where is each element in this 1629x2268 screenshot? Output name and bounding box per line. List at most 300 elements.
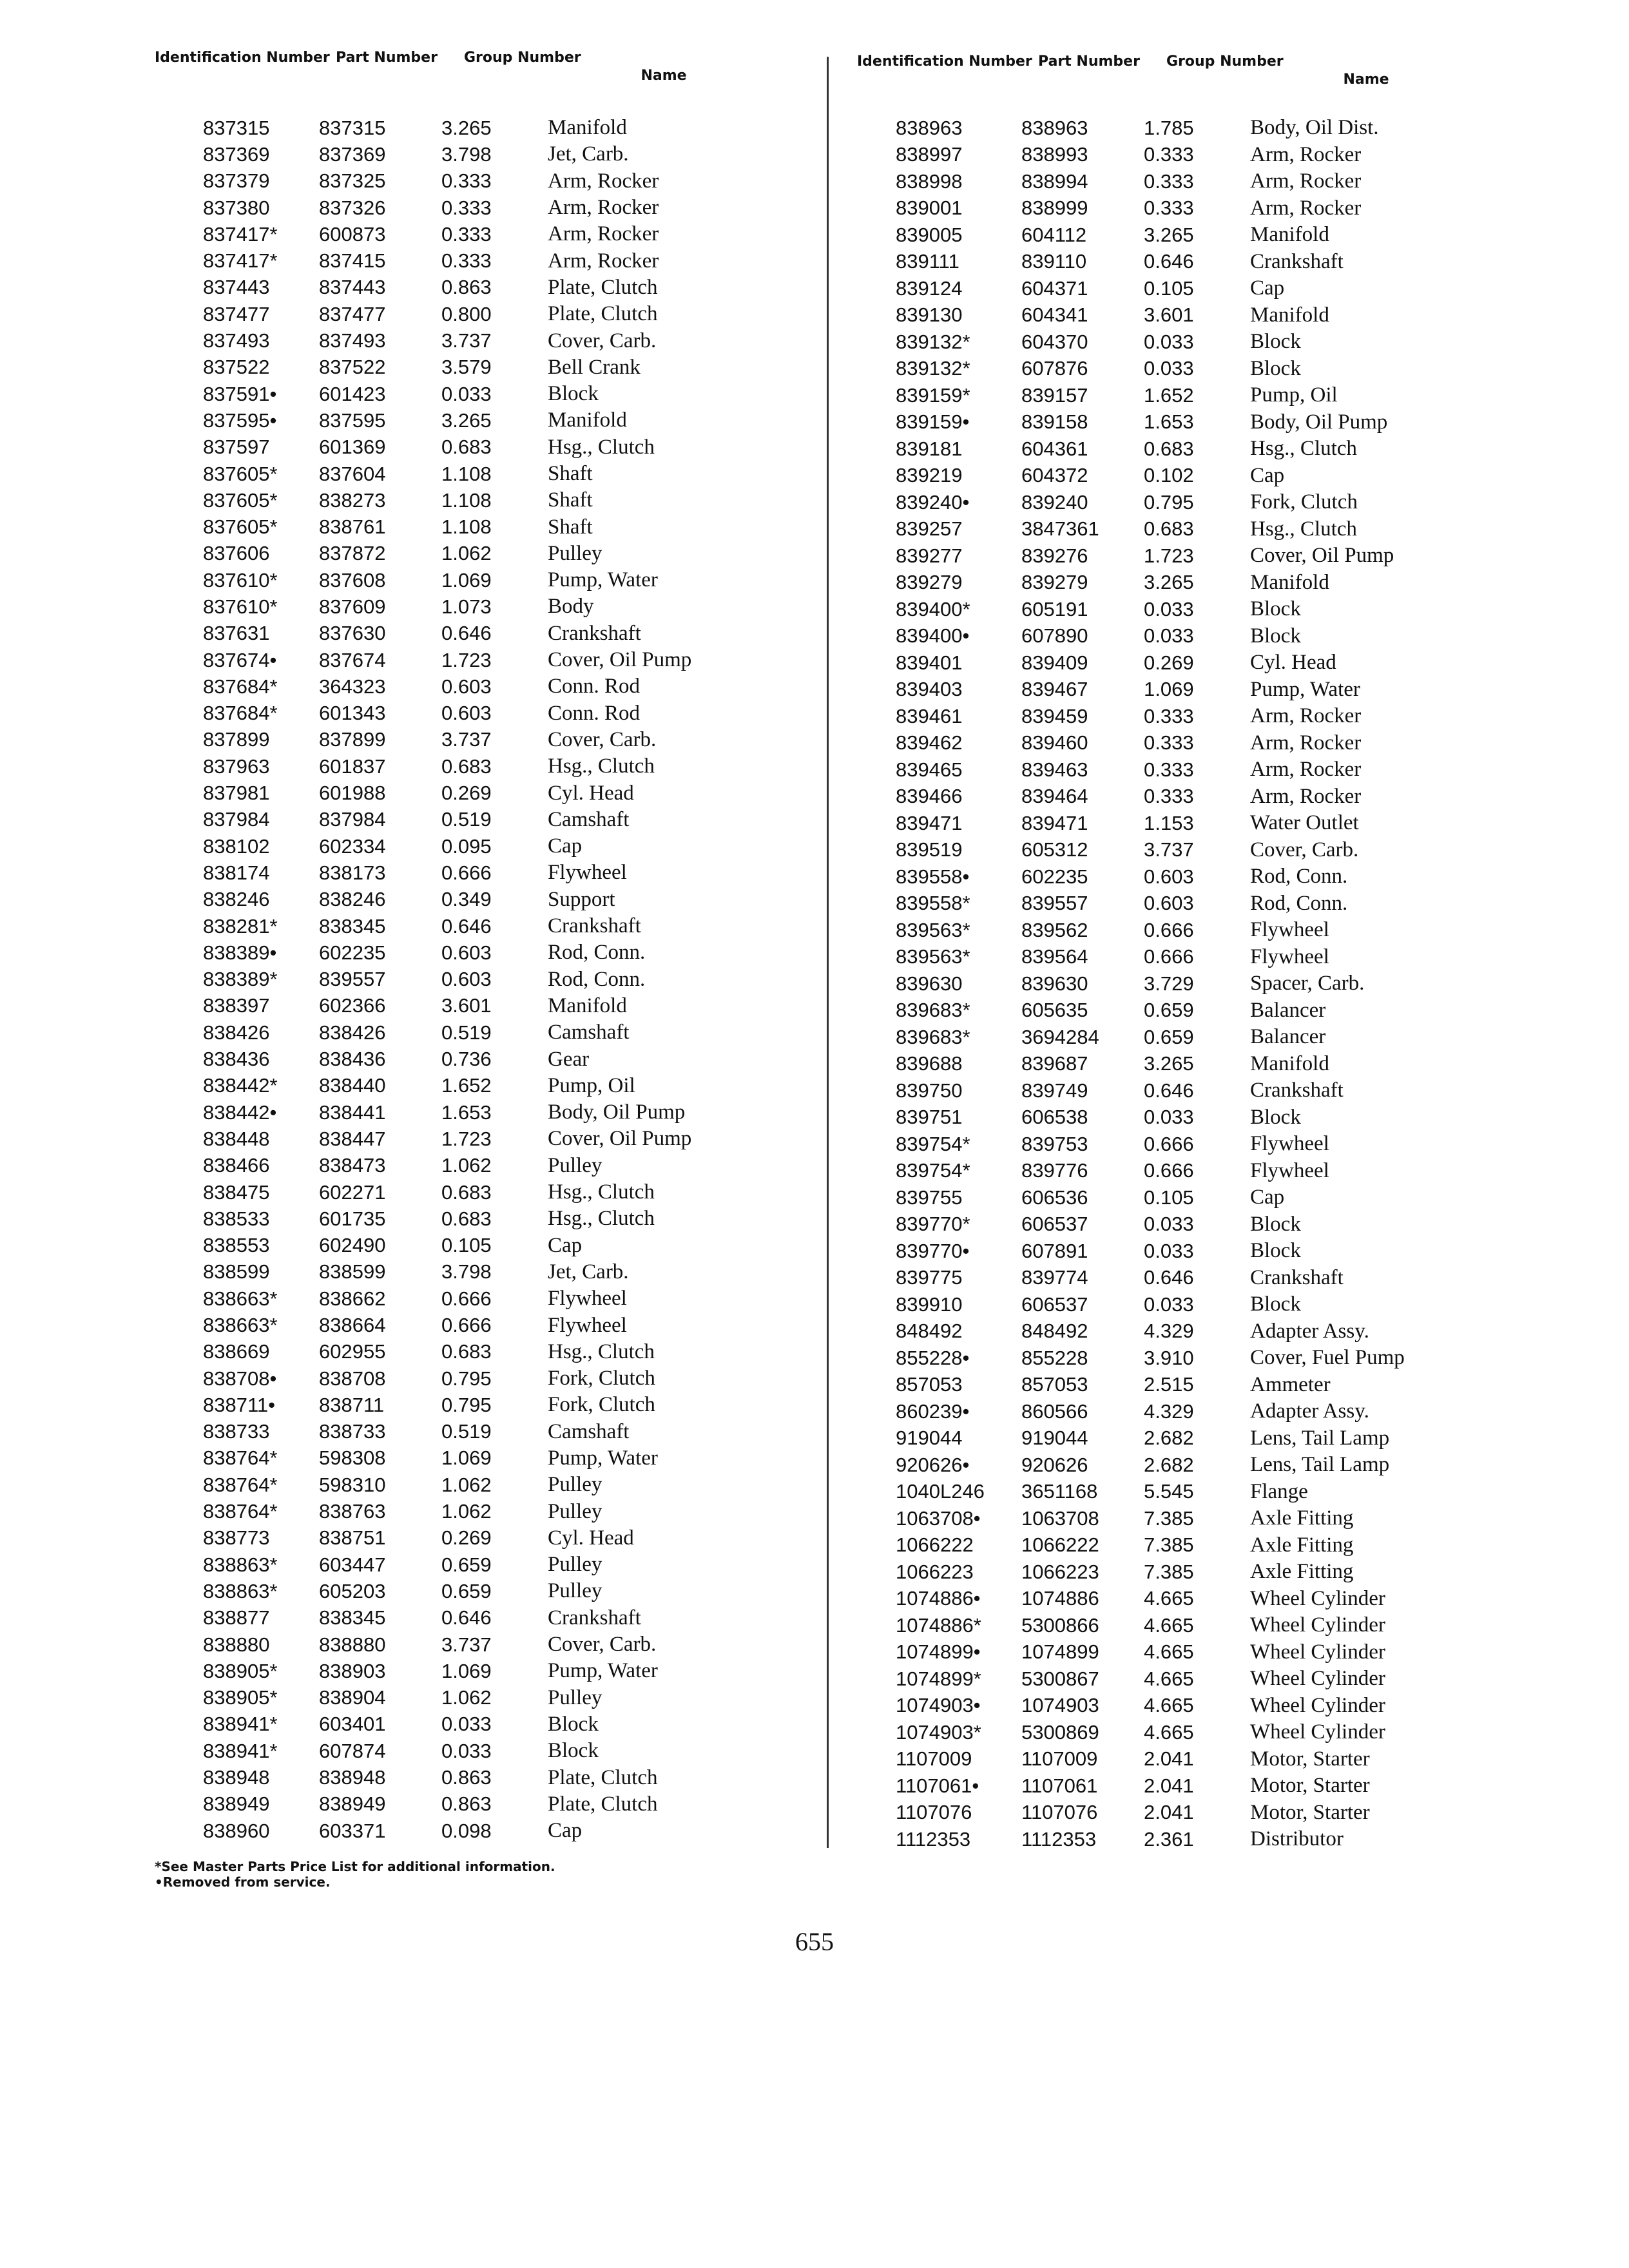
identification-number-cell: 1074903* bbox=[896, 1720, 981, 1744]
identification-number-cell: 839558• bbox=[896, 865, 970, 888]
footnotes bbox=[155, 1859, 555, 1890]
part-number-cell: 603371 bbox=[319, 1819, 386, 1842]
part-number-cell: 1112353 bbox=[1021, 1827, 1097, 1850]
left-table-header bbox=[155, 50, 805, 115]
group-number-cell: 1.723 bbox=[441, 648, 492, 671]
group-number-cell: 0.033 bbox=[1144, 1293, 1194, 1316]
group-number-cell: 0.033 bbox=[1144, 1213, 1194, 1236]
identification-number-cell: 838669 bbox=[203, 1340, 270, 1363]
table-row bbox=[155, 913, 805, 939]
part-name-cell: Manifold bbox=[548, 408, 627, 432]
part-number-cell: 601735 bbox=[319, 1207, 386, 1230]
group-number-cell: 4.665 bbox=[1144, 1720, 1194, 1744]
table-row bbox=[857, 1586, 1508, 1613]
part-name-cell: Arm, Rocker bbox=[1250, 142, 1362, 166]
table-row bbox=[155, 647, 805, 673]
part-number-cell: 838949 bbox=[319, 1792, 386, 1816]
group-number-cell: 3.729 bbox=[1144, 972, 1194, 995]
part-name-cell: Cyl. Head bbox=[548, 781, 634, 805]
part-number-cell: 838345 bbox=[319, 914, 386, 937]
table-row bbox=[155, 1365, 805, 1392]
group-number-cell: 0.646 bbox=[441, 1606, 492, 1629]
identification-number-cell: 837610* bbox=[203, 568, 278, 591]
group-number-cell: 1.062 bbox=[441, 1500, 492, 1523]
identification-number-cell: 839683* bbox=[896, 999, 970, 1022]
group-number-cell: 0.795 bbox=[1144, 490, 1194, 514]
identification-number-cell: 839471 bbox=[896, 811, 963, 834]
table-row bbox=[155, 567, 805, 593]
table-row bbox=[155, 115, 805, 141]
identification-number-cell: 837443 bbox=[203, 276, 270, 299]
part-name-cell: Cover, Carb. bbox=[548, 727, 657, 751]
part-name-cell: Pulley bbox=[548, 1579, 602, 1603]
part-number-cell: 838733 bbox=[319, 1420, 386, 1443]
group-number-cell: 2.041 bbox=[1144, 1801, 1194, 1824]
part-number-cell: 838761 bbox=[319, 515, 386, 539]
part-name-cell: Jet, Carb. bbox=[548, 142, 629, 166]
identification-number-cell: 838948 bbox=[203, 1766, 270, 1789]
part-name-cell: Body, Oil Dist. bbox=[1250, 116, 1379, 140]
group-number-cell: 3.265 bbox=[441, 408, 492, 432]
group-number-cell: 0.646 bbox=[441, 914, 492, 937]
group-number-cell: 2.041 bbox=[1144, 1747, 1194, 1771]
part-number-cell: 837325 bbox=[319, 169, 386, 193]
group-number-cell: 1.073 bbox=[441, 595, 492, 618]
header-part-number: Part Number bbox=[336, 50, 438, 66]
group-number-cell: 4.665 bbox=[1144, 1694, 1194, 1717]
identification-number-cell: 838553 bbox=[203, 1234, 270, 1257]
group-number-cell: 0.033 bbox=[1144, 330, 1194, 353]
part-number-cell: 839157 bbox=[1021, 383, 1088, 407]
identification-number-cell: 838426 bbox=[203, 1021, 270, 1044]
table-row bbox=[155, 354, 805, 381]
part-number-cell: 839564 bbox=[1021, 945, 1088, 968]
table-row bbox=[857, 1265, 1508, 1292]
group-number-cell: 3.798 bbox=[441, 142, 492, 166]
identification-number-cell: 838599 bbox=[203, 1260, 270, 1283]
identification-number-cell: 837674• bbox=[203, 648, 277, 671]
part-name-cell: Cap bbox=[1250, 1186, 1285, 1209]
part-number-cell: 838994 bbox=[1021, 169, 1088, 193]
table-row bbox=[857, 409, 1508, 436]
group-number-cell: 0.603 bbox=[441, 968, 492, 991]
part-name-cell: Pump, Water bbox=[1250, 677, 1360, 701]
part-name-cell: Block bbox=[548, 382, 599, 406]
part-number-cell: 602334 bbox=[319, 834, 386, 858]
identification-number-cell: 838764* bbox=[203, 1446, 278, 1470]
table-row bbox=[857, 222, 1508, 249]
table-row bbox=[857, 1398, 1508, 1425]
group-number-cell: 0.333 bbox=[441, 169, 492, 193]
table-row bbox=[857, 917, 1508, 944]
group-number-cell: 0.033 bbox=[441, 1739, 492, 1762]
identification-number-cell: 837610* bbox=[203, 595, 278, 618]
group-number-cell: 0.666 bbox=[1144, 1159, 1194, 1182]
part-number-cell: 838963 bbox=[1021, 116, 1088, 139]
part-name-cell: Manifold bbox=[548, 116, 627, 140]
part-name-cell: Adapter Assy. bbox=[1250, 1399, 1369, 1423]
group-number-cell: 0.863 bbox=[441, 276, 492, 299]
identification-number-cell: 839630 bbox=[896, 972, 963, 995]
part-name-cell: Rod, Conn. bbox=[548, 941, 646, 965]
identification-number-cell: 919044 bbox=[896, 1427, 963, 1450]
part-name-cell: Block bbox=[1250, 356, 1301, 380]
part-number-cell: 837872 bbox=[319, 542, 386, 565]
table-row bbox=[857, 1559, 1508, 1586]
identification-number-cell: 838466 bbox=[203, 1154, 270, 1177]
group-number-cell: 0.349 bbox=[441, 888, 492, 911]
part-name-cell: Camshaft bbox=[548, 1419, 630, 1443]
identification-number-cell: 839775 bbox=[896, 1266, 963, 1289]
part-number-cell: 3847361 bbox=[1021, 517, 1099, 541]
identification-number-cell: 839132* bbox=[896, 330, 970, 353]
group-number-cell: 0.646 bbox=[1144, 250, 1194, 273]
part-name-cell: Rod, Conn. bbox=[548, 967, 646, 991]
table-row bbox=[155, 753, 805, 780]
identification-number-cell: 1107061• bbox=[896, 1774, 979, 1797]
identification-number-cell: 839403 bbox=[896, 678, 963, 701]
right-table-body bbox=[857, 115, 1508, 1853]
identification-number-cell: 837963 bbox=[203, 754, 270, 778]
part-number-cell: 5300869 bbox=[1021, 1720, 1099, 1744]
identification-number-cell: 838442* bbox=[203, 1074, 278, 1097]
identification-number-cell: 838880 bbox=[203, 1633, 270, 1656]
identification-number-cell: 837417* bbox=[203, 249, 278, 273]
part-number-cell: 603401 bbox=[319, 1713, 386, 1736]
identification-number-cell: 838389• bbox=[203, 941, 277, 964]
table-row bbox=[155, 673, 805, 700]
table-row bbox=[857, 1291, 1508, 1318]
group-number-cell: 0.666 bbox=[1144, 918, 1194, 941]
part-name-cell: Manifold bbox=[1250, 303, 1329, 327]
table-row bbox=[857, 1024, 1508, 1051]
identification-number-cell: 1074899* bbox=[896, 1667, 981, 1690]
identification-number-cell: 838246 bbox=[203, 888, 270, 911]
group-number-cell: 0.333 bbox=[1144, 731, 1194, 754]
identification-number-cell: 837606 bbox=[203, 542, 270, 565]
identification-number-cell: 848492 bbox=[896, 1320, 963, 1343]
table-row bbox=[155, 168, 805, 195]
table-row bbox=[155, 727, 805, 753]
group-number-cell: 0.102 bbox=[1144, 464, 1194, 487]
identification-number-cell: 839401 bbox=[896, 651, 963, 674]
part-number-cell: 601423 bbox=[319, 382, 386, 405]
identification-number-cell: 839240• bbox=[896, 490, 970, 514]
identification-number-cell: 1107076 bbox=[896, 1801, 972, 1824]
table-row bbox=[155, 966, 805, 993]
part-name-cell: Cap bbox=[1250, 463, 1285, 487]
part-name-cell: Arm, Rocker bbox=[548, 249, 659, 273]
table-row bbox=[857, 1666, 1508, 1693]
part-number-cell: 838173 bbox=[319, 861, 386, 884]
part-number-cell: 602366 bbox=[319, 994, 386, 1017]
part-number-cell: 839557 bbox=[1021, 892, 1088, 915]
identification-number-cell: 838963 bbox=[896, 116, 963, 139]
table-row bbox=[155, 1019, 805, 1046]
group-number-cell: 1.062 bbox=[441, 1686, 492, 1709]
part-name-cell: Arm, Rocker bbox=[548, 196, 659, 220]
identification-number-cell: 838998 bbox=[896, 169, 963, 193]
part-number-cell: 607891 bbox=[1021, 1239, 1088, 1262]
part-number-cell: 838904 bbox=[319, 1686, 386, 1709]
identification-number-cell: 838733 bbox=[203, 1420, 270, 1443]
table-row bbox=[857, 1800, 1508, 1827]
group-number-cell: 3.737 bbox=[1144, 838, 1194, 861]
part-name-cell: Hsg., Clutch bbox=[548, 435, 655, 459]
table-row bbox=[857, 142, 1508, 169]
table-row bbox=[857, 1372, 1508, 1399]
identification-number-cell: 837605* bbox=[203, 515, 278, 539]
header-part-number: Part Number bbox=[1038, 53, 1140, 70]
group-number-cell: 3.910 bbox=[1144, 1346, 1194, 1369]
group-number-cell: 0.095 bbox=[441, 834, 492, 858]
table-row bbox=[155, 1445, 805, 1472]
table-row bbox=[857, 329, 1508, 356]
table-row bbox=[857, 463, 1508, 490]
identification-number-cell: 838773 bbox=[203, 1526, 270, 1550]
identification-number-cell: 860239• bbox=[896, 1399, 970, 1423]
table-row bbox=[155, 1126, 805, 1152]
part-name-cell: Spacer, Carb. bbox=[1250, 972, 1365, 995]
part-name-cell: Pump, Oil bbox=[548, 1073, 635, 1097]
group-number-cell: 1.062 bbox=[441, 1473, 492, 1496]
part-number-cell: 604341 bbox=[1021, 303, 1088, 327]
part-number-cell: 839464 bbox=[1021, 785, 1088, 808]
table-row bbox=[155, 833, 805, 860]
table-row bbox=[857, 649, 1508, 677]
identification-number-cell: 837981 bbox=[203, 782, 270, 805]
group-number-cell: 7.385 bbox=[1144, 1560, 1194, 1583]
table-row bbox=[155, 1552, 805, 1578]
part-name-cell: Support bbox=[548, 887, 615, 911]
table-row bbox=[155, 541, 805, 567]
group-number-cell: 0.333 bbox=[1144, 758, 1194, 781]
part-name-cell: Cover, Carb. bbox=[1250, 838, 1359, 861]
table-row bbox=[857, 195, 1508, 222]
table-row bbox=[857, 356, 1508, 383]
part-number-cell: 600873 bbox=[319, 222, 386, 245]
table-row bbox=[155, 514, 805, 540]
part-number-cell: 837674 bbox=[319, 648, 386, 671]
part-name-cell: Shaft bbox=[548, 515, 593, 539]
part-name-cell: Block bbox=[548, 1739, 599, 1763]
part-number-cell: 838880 bbox=[319, 1633, 386, 1656]
part-number-cell: 837604 bbox=[319, 462, 386, 485]
part-number-cell: 837326 bbox=[319, 196, 386, 219]
part-number-cell: 837609 bbox=[319, 595, 386, 618]
group-number-cell: 1.108 bbox=[441, 515, 492, 539]
identification-number-cell: 838281* bbox=[203, 914, 278, 937]
table-row bbox=[857, 1826, 1508, 1853]
part-number-cell: 602490 bbox=[319, 1234, 386, 1257]
part-name-cell: Block bbox=[1250, 624, 1301, 648]
table-row bbox=[155, 1605, 805, 1631]
table-row bbox=[155, 1153, 805, 1179]
identification-number-cell: 838949 bbox=[203, 1792, 270, 1816]
identification-number-cell: 839910 bbox=[896, 1293, 963, 1316]
part-name-cell: Flywheel bbox=[1250, 1158, 1329, 1182]
part-number-cell: 838447 bbox=[319, 1127, 386, 1150]
identification-number-cell: 837493 bbox=[203, 329, 270, 352]
table-row bbox=[155, 1658, 805, 1684]
part-name-cell: Manifold bbox=[1250, 1052, 1329, 1075]
table-row bbox=[857, 1238, 1508, 1265]
part-name-cell: Pump, Water bbox=[548, 568, 658, 592]
part-name-cell: Wheel Cylinder bbox=[1250, 1693, 1385, 1717]
table-row bbox=[155, 1339, 805, 1365]
group-number-cell: 0.646 bbox=[1144, 1266, 1194, 1289]
part-name-cell: Crankshaft bbox=[548, 1606, 641, 1629]
table-row bbox=[857, 970, 1508, 997]
part-number-cell: 860566 bbox=[1021, 1399, 1088, 1423]
table-row bbox=[857, 703, 1508, 730]
part-number-cell: 598308 bbox=[319, 1446, 386, 1470]
part-number-cell: 601988 bbox=[319, 782, 386, 805]
part-name-cell: Wheel Cylinder bbox=[1250, 1613, 1385, 1637]
group-number-cell: 1.653 bbox=[441, 1100, 492, 1124]
part-name-cell: Wheel Cylinder bbox=[1250, 1720, 1385, 1744]
part-name-cell: Motor, Starter bbox=[1250, 1800, 1370, 1824]
table-row bbox=[155, 434, 805, 461]
part-number-cell: 857053 bbox=[1021, 1373, 1088, 1396]
table-row bbox=[857, 249, 1508, 276]
group-number-cell: 0.333 bbox=[441, 196, 492, 219]
table-row bbox=[857, 730, 1508, 757]
group-number-cell: 0.863 bbox=[441, 1792, 492, 1816]
part-number-cell: 1066223 bbox=[1021, 1560, 1099, 1583]
group-number-cell: 0.683 bbox=[441, 1340, 492, 1363]
part-number-cell: 1074899 bbox=[1021, 1640, 1099, 1664]
part-name-cell: Distributor bbox=[1250, 1827, 1344, 1851]
identification-number-cell: 837417* bbox=[203, 222, 278, 245]
part-name-cell: Plate, Clutch bbox=[548, 275, 658, 299]
part-name-cell: Fork, Clutch bbox=[548, 1393, 655, 1417]
part-number-cell: 601369 bbox=[319, 436, 386, 459]
identification-number-cell: 839005 bbox=[896, 223, 963, 246]
table-row bbox=[155, 1711, 805, 1738]
column-divider bbox=[827, 57, 829, 1848]
identification-number-cell: 1074899• bbox=[896, 1640, 981, 1664]
part-number-cell: 602235 bbox=[319, 941, 386, 964]
part-name-cell: Rod, Conn. bbox=[1250, 865, 1348, 889]
part-name-cell: Body bbox=[548, 595, 594, 619]
identification-number-cell: 838174 bbox=[203, 861, 270, 884]
part-number-cell: 601343 bbox=[319, 702, 386, 725]
part-number-cell: 837443 bbox=[319, 276, 386, 299]
group-number-cell: 0.333 bbox=[1144, 197, 1194, 220]
part-number-cell: 839753 bbox=[1021, 1132, 1088, 1155]
group-number-cell: 2.682 bbox=[1144, 1427, 1194, 1450]
group-number-cell: 0.666 bbox=[441, 861, 492, 884]
table-row bbox=[857, 756, 1508, 783]
group-number-cell: 3.601 bbox=[441, 994, 492, 1017]
part-name-cell: Cap bbox=[548, 1233, 583, 1257]
table-row bbox=[857, 1051, 1508, 1078]
identification-number-cell: 837369 bbox=[203, 142, 270, 166]
identification-number-cell: 837380 bbox=[203, 196, 270, 219]
part-name-cell: Motor, Starter bbox=[1250, 1774, 1370, 1798]
identification-number-cell: 838663* bbox=[203, 1287, 278, 1310]
identification-number-cell: 839466 bbox=[896, 785, 963, 808]
group-number-cell: 1.785 bbox=[1144, 116, 1194, 139]
group-number-cell: 3.265 bbox=[1144, 223, 1194, 246]
part-number-cell: 605203 bbox=[319, 1579, 386, 1602]
identification-number-cell: 837597 bbox=[203, 436, 270, 459]
part-name-cell: Arm, Rocker bbox=[1250, 784, 1362, 808]
group-number-cell: 1.069 bbox=[441, 1659, 492, 1682]
part-number-cell: 606537 bbox=[1021, 1213, 1088, 1236]
identification-number-cell: 839462 bbox=[896, 731, 963, 754]
part-number-cell: 1074903 bbox=[1021, 1694, 1099, 1717]
group-number-cell: 0.269 bbox=[441, 782, 492, 805]
part-number-cell: 838999 bbox=[1021, 197, 1088, 220]
identification-number-cell: 839751 bbox=[896, 1106, 963, 1129]
table-row bbox=[857, 1505, 1508, 1532]
part-name-cell: Body, Oil Pump bbox=[548, 1100, 686, 1124]
group-number-cell: 0.033 bbox=[441, 382, 492, 405]
identification-number-cell: 1040L246 bbox=[896, 1480, 985, 1503]
identification-number-cell: 838863* bbox=[203, 1553, 278, 1576]
group-number-cell: 0.659 bbox=[441, 1553, 492, 1576]
part-number-cell: 604370 bbox=[1021, 330, 1088, 353]
group-number-cell: 0.683 bbox=[441, 1180, 492, 1204]
identification-number-cell: 839181 bbox=[896, 437, 963, 460]
identification-number-cell: 838442• bbox=[203, 1100, 277, 1124]
part-number-cell: 837595 bbox=[319, 408, 386, 432]
identification-number-cell: 839770* bbox=[896, 1213, 970, 1236]
part-number-cell: 1107076 bbox=[1021, 1801, 1098, 1824]
group-number-cell: 0.683 bbox=[441, 436, 492, 459]
part-name-cell: Hsg., Clutch bbox=[1250, 437, 1357, 461]
group-number-cell: 0.033 bbox=[1144, 624, 1194, 648]
identification-number-cell: 838941* bbox=[203, 1739, 278, 1762]
group-number-cell: 0.033 bbox=[1144, 357, 1194, 380]
table-row bbox=[155, 1099, 805, 1126]
part-name-cell: Ammeter bbox=[1250, 1372, 1331, 1396]
part-name-cell: Hsg., Clutch bbox=[548, 754, 655, 778]
group-number-cell: 0.736 bbox=[441, 1048, 492, 1071]
group-number-cell: 1.153 bbox=[1144, 811, 1194, 834]
identification-number-cell: 837684* bbox=[203, 702, 278, 725]
table-row bbox=[857, 1746, 1508, 1773]
identification-number-cell: 1112353 bbox=[896, 1827, 971, 1850]
table-row bbox=[155, 860, 805, 886]
part-name-cell: Conn. Rod bbox=[548, 675, 641, 698]
identification-number-cell: 837684* bbox=[203, 675, 278, 698]
table-row bbox=[155, 1472, 805, 1498]
part-number-cell: 839463 bbox=[1021, 758, 1088, 781]
part-name-cell: Fork, Clutch bbox=[1250, 490, 1358, 514]
part-name-cell: Cover, Oil Pump bbox=[1250, 544, 1394, 568]
group-number-cell: 0.795 bbox=[441, 1367, 492, 1390]
part-number-cell: 1074886 bbox=[1021, 1587, 1099, 1610]
part-number-cell: 839776 bbox=[1021, 1159, 1088, 1182]
part-name-cell: Pulley bbox=[548, 1686, 602, 1709]
part-number-cell: 838708 bbox=[319, 1367, 386, 1390]
identification-number-cell: 839400* bbox=[896, 597, 970, 620]
part-number-cell: 605312 bbox=[1021, 838, 1088, 861]
table-row bbox=[155, 141, 805, 168]
part-name-cell: Fork, Clutch bbox=[548, 1367, 655, 1390]
group-number-cell: 0.863 bbox=[441, 1766, 492, 1789]
part-number-cell: 839774 bbox=[1021, 1266, 1088, 1289]
part-name-cell: Manifold bbox=[1250, 570, 1329, 594]
part-name-cell: Arm, Rocker bbox=[548, 222, 659, 246]
part-number-cell: 839471 bbox=[1021, 811, 1088, 834]
table-row bbox=[857, 783, 1508, 811]
group-number-cell: 3.265 bbox=[441, 116, 492, 139]
table-row bbox=[857, 543, 1508, 570]
